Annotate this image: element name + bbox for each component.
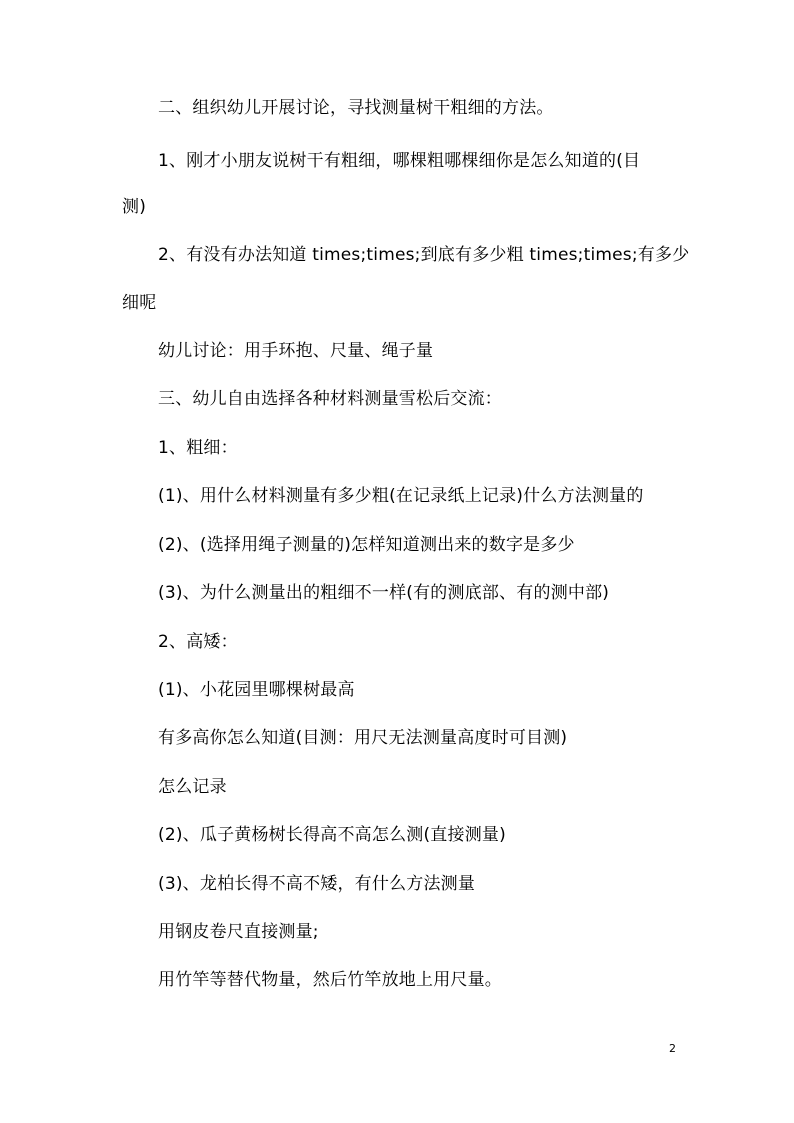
text-line: 二、组织幼儿开展讨论，寻找测量树干粗细的方法。: [158, 98, 554, 118]
text-line: 怎么记录: [158, 777, 227, 797]
text-line: (3)、为什么测量出的粗细不一样(有的测底部、有的测中部): [158, 583, 610, 603]
text-line: 2、高矮：: [158, 632, 238, 652]
text-line: 1、刚才小朋友说树干有粗细，哪棵粗哪棵细你是怎么知道的(目: [158, 151, 641, 171]
text-line: 用竹竿等替代物量，然后竹竿放地上用尺量。: [158, 970, 502, 990]
text-line: 三、幼儿自由选择各种材料测量雪松后交流：: [158, 389, 502, 409]
text-line: (1)、小花园里哪棵树最高: [158, 680, 355, 700]
text-line: (3)、龙柏长得不高不矮，有什么方法测量: [158, 874, 476, 894]
text-line: (2)、瓜子黄杨树长得高不高怎么测(直接测量): [158, 825, 506, 845]
text-line: 幼儿讨论：用手环抱、尺量、绳子量: [158, 341, 434, 361]
page-number: 2: [669, 1042, 676, 1055]
text-line: (2)、(选择用绳子测量的)怎样知道测出来的数字是多少: [158, 535, 575, 555]
text-line: 用钢皮卷尺直接测量;: [158, 922, 319, 942]
text-line: 1、粗细：: [158, 438, 238, 458]
text-line: (1)、用什么材料测量有多少粗(在记录纸上记录)什么方法测量的: [158, 486, 644, 506]
text-line: 测): [122, 197, 147, 217]
text-line: 细呢: [122, 293, 157, 313]
text-line: 2、有没有办法知道 times;times;到底有多少粗 times;times;有多少: [158, 245, 690, 265]
text-line: 有多高你怎么知道(目测：用尺无法测量高度时可目测): [158, 728, 568, 748]
